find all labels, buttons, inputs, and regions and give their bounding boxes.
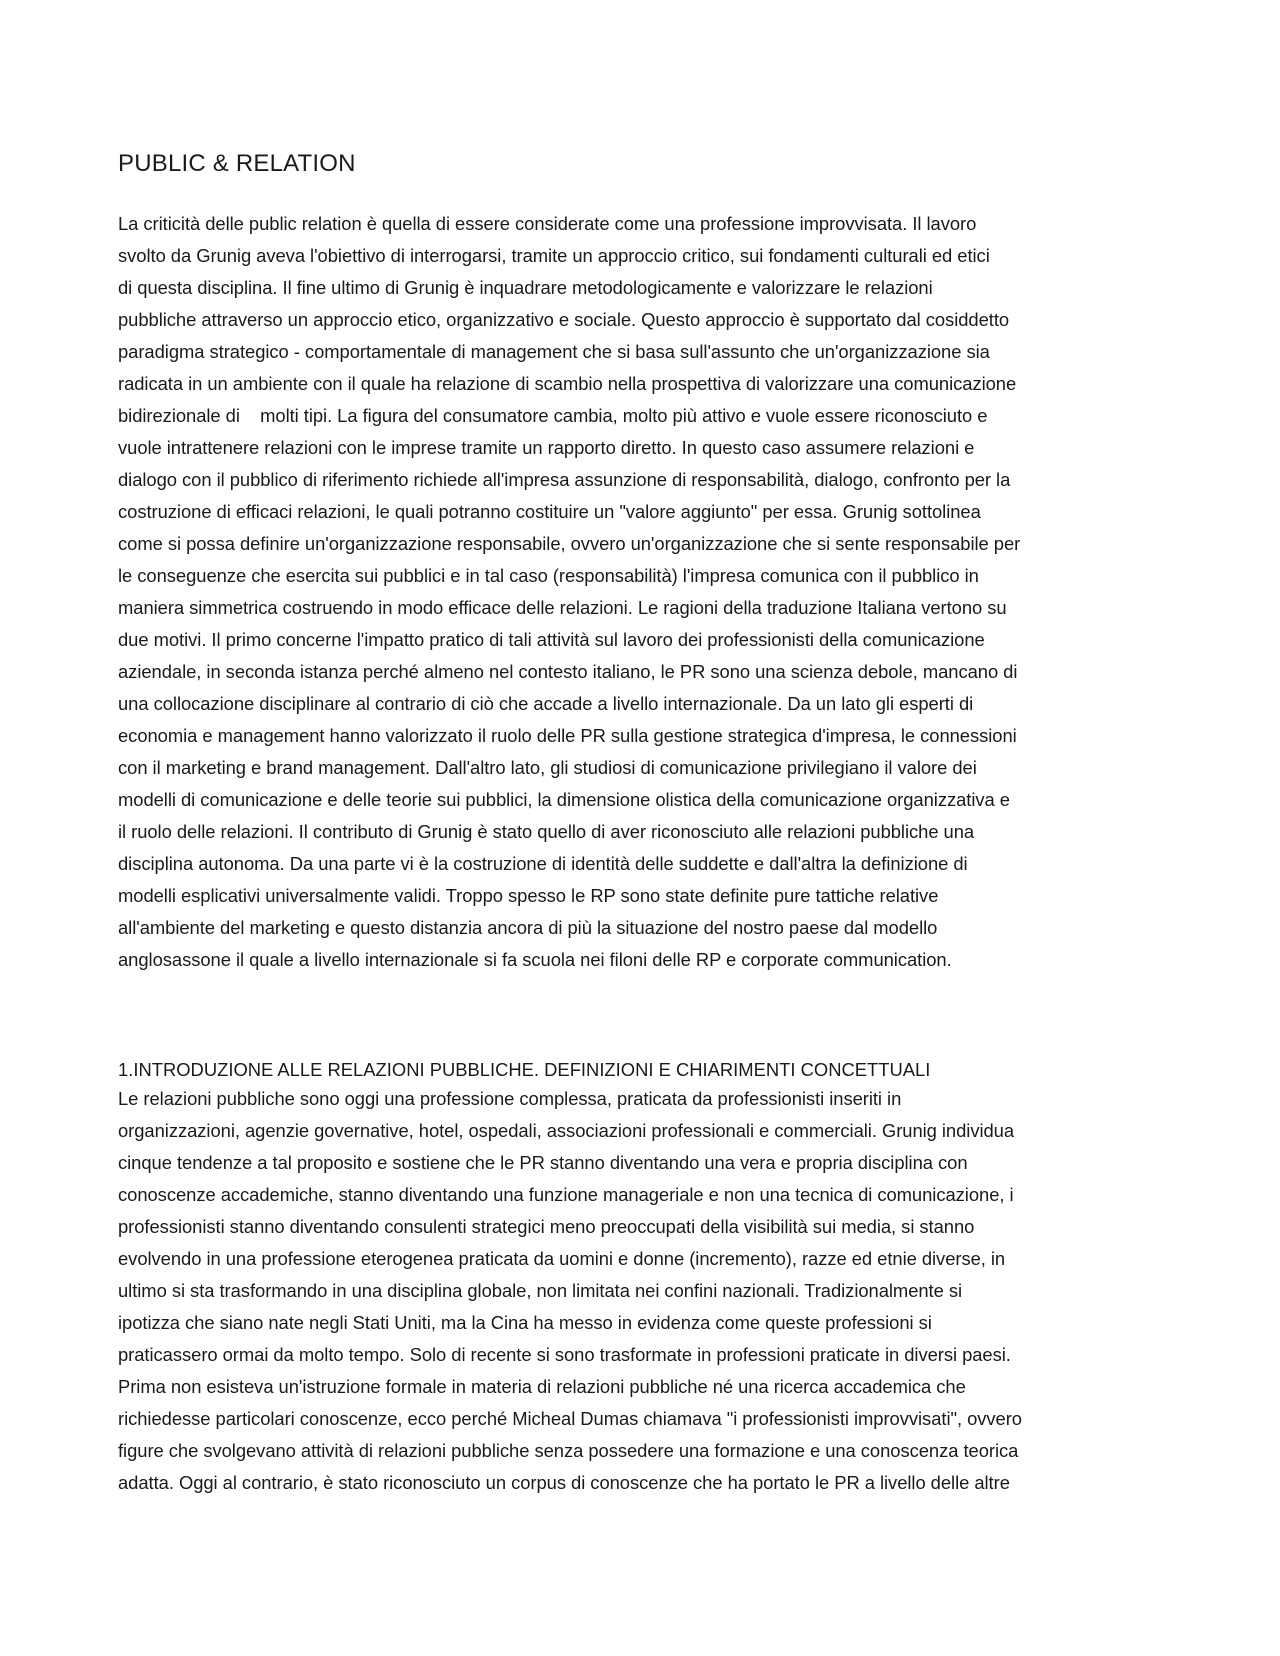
paragraph-line: Le relazioni pubbliche sono oggi una professione complessa, praticata da professionisti inseriti in xyxy=(118,1088,902,1109)
paragraph-line: maniera simmetrica costruendo in modo efficace delle relazioni. Le ragioni della traduzione Italiana vertono su xyxy=(118,597,1007,618)
paragraph-line: all'ambiente del marketing e questo distanzia ancora di più la situazione del nostro paese dal modello xyxy=(118,917,938,938)
paragraph-line: economia e management hanno valorizzato il ruolo delle PR sulla gestione strategica d'impresa, le connessioni xyxy=(118,725,1017,746)
paragraph-line: ipotizza che siano nate negli Stati Uniti, ma la Cina ha messo in evidenza come queste professioni si xyxy=(118,1312,932,1333)
paragraph-line: radicata in un ambiente con il quale ha relazione di scambio nella prospettiva di valorizzare una comunicazione xyxy=(118,373,1017,394)
paragraph-line: Prima non esisteva un'istruzione formale in materia di relazioni pubbliche né una ricerca accademica che xyxy=(118,1376,966,1397)
paragraph-line: anglosassone il quale a livello internazionale si fa scuola nei filoni delle RP e corporate communication. xyxy=(118,949,952,970)
paragraph-line: richiedesse particolari conoscenze, ecco perché Micheal Dumas chiamava "i professionisti improvvisati", ovvero xyxy=(118,1408,1022,1429)
paragraph-line: svolto da Grunig aveva l'obiettivo di interrogarsi, tramite un approccio critico, sui fondamenti culturali ed etici xyxy=(118,245,990,266)
paragraph-line: una collocazione disciplinare al contrario di ciò che accade a livello internazionale. Da un lato gli esperti di xyxy=(118,693,974,714)
paragraph-line: modelli di comunicazione e delle teorie sui pubblici, la dimensione olistica della comunicazione organizzativa e xyxy=(118,789,1010,810)
paragraph-line: paradigma strategico - comportamentale di management che si basa sull'assunto che un'organizzazione sia xyxy=(118,341,990,362)
paragraph-line: vuole intrattenere relazioni con le imprese tramite un rapporto diretto. In questo caso assumere relazioni e xyxy=(118,437,975,458)
section-paragraph xyxy=(118,1083,1022,1499)
paragraph-line: praticassero ormai da molto tempo. Solo di recente si sono trasformate in professioni praticate in diversi paesi. xyxy=(118,1344,1011,1365)
paragraph-line: professionisti stanno diventando consulenti strategici meno preoccupati della visibilità sui media, si stanno xyxy=(118,1216,975,1237)
paragraph-line: costruzione di efficaci relazioni, le quali potranno costituire un "valore aggiunto" per essa. Grunig sottolinea xyxy=(118,501,981,522)
paragraph-line: disciplina autonoma. Da una parte vi è la costruzione di identità delle suddette e dall'altra la definizione di xyxy=(118,853,968,874)
paragraph-line: figure che svolgevano attività di relazioni pubbliche senza possedere una formazione e una conoscenza teorica xyxy=(118,1440,1019,1461)
paragraph-line: La criticità delle public relation è quella di essere considerate come una professione improvvisata. Il lavoro xyxy=(118,213,977,234)
paragraph-line: organizzazioni, agenzie governative, hotel, ospedali, associazioni professionali e commerciali. Grunig individua xyxy=(118,1120,1015,1141)
paragraph-line: evolvendo in una professione eterogenea praticata da uomini e donne (incremento), razze ed etnie diverse, in xyxy=(118,1248,1006,1269)
paragraph-line: bidirezionale di molti tipi. La figura del consumatore cambia, molto più attivo e vuole essere riconosciuto e xyxy=(118,405,988,426)
paragraph-line: il ruolo delle relazioni. Il contributo di Grunig è stato quello di aver riconosciuto alle relazioni pubbliche una xyxy=(118,821,975,842)
paragraph-line: come si possa definire un'organizzazione responsabile, ovvero un'organizzazione che si sente responsabile per xyxy=(118,533,1021,554)
paragraph-line: due motivi. Il primo concerne l'impatto pratico di tali attività sul lavoro dei professionisti della comunicazione xyxy=(118,629,985,650)
paragraph-line: di questa disciplina. Il fine ultimo di Grunig è inquadrare metodologicamente e valorizzare le relazioni xyxy=(118,277,933,298)
paragraph-line: aziendale, in seconda istanza perché almeno nel contesto italiano, le PR sono una scienza debole, mancano di xyxy=(118,661,1018,682)
paragraph-line: le conseguenze che esercita sui pubblici e in tal caso (responsabilità) l'impresa comunica con il pubblico in xyxy=(118,565,979,586)
paragraph-line: conoscenze accademiche, stanno diventando una funzione manageriale e non una tecnica di comunicazione, i xyxy=(118,1184,1014,1205)
paragraph-line: ultimo si sta trasformando in una disciplina globale, non limitata nei confini nazionali. Tradizionalmente si xyxy=(118,1280,963,1301)
paragraph-line: dialogo con il pubblico di riferimento richiede all'impresa assunzione di responsabilità, dialogo, confronto per la xyxy=(118,469,1011,490)
paragraph-line: cinque tendenze a tal proposito e sostiene che le PR stanno diventando una vera e propria disciplina con xyxy=(118,1152,968,1173)
paragraph-line: adatta. Oggi al contrario, è stato riconosciuto un corpus di conoscenze che ha portato le PR a livello delle altre xyxy=(118,1472,1010,1493)
paragraph-line: pubbliche attraverso un approccio etico, organizzativo e sociale. Questo approccio è supportato dal cosiddetto xyxy=(118,309,1010,330)
paragraph-line: modelli esplicativi universalmente validi. Troppo spesso le RP sono state definite pure tattiche relative xyxy=(118,885,939,906)
paragraph-line: con il marketing e brand management. Dall'altro lato, gli studiosi di comunicazione privilegiano il valore dei xyxy=(118,757,977,778)
section-heading: 1.INTRODUZIONE ALLE RELAZIONI PUBBLICHE. DEFINIZIONI E CHIARIMENTI CONCETTUALI xyxy=(118,1059,931,1080)
intro-paragraph xyxy=(118,208,1020,976)
page-title: PUBLIC & RELATION xyxy=(118,150,356,177)
